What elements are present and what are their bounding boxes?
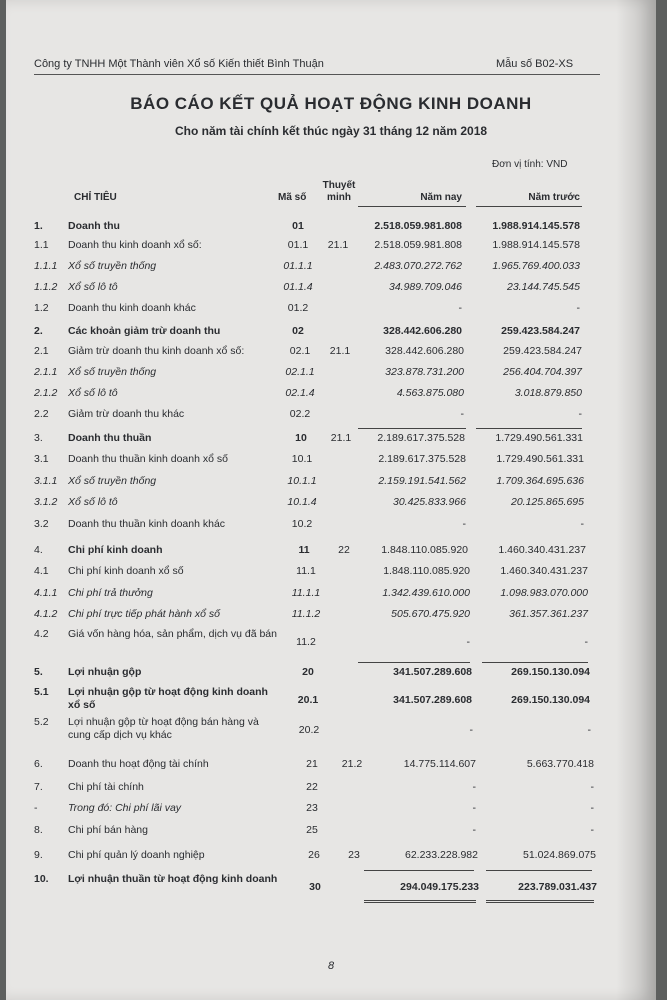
row-number: 2. [34, 325, 43, 337]
total-double-line-current [364, 900, 476, 903]
row-code: 11.2 [296, 636, 316, 648]
row-number: 3.1.1 [34, 475, 58, 487]
row-previous-value: - [590, 824, 594, 836]
row-current-value: 2.518.059.981.808 [374, 239, 462, 251]
row-current-value: 1.848.110.085.920 [383, 565, 470, 577]
row-label: Doanh thu hoạt động tài chính [68, 758, 209, 770]
row-label: Lợi nhuận gộp [68, 666, 142, 678]
row-current-value: 2.518.059.981.808 [374, 220, 462, 232]
header-divider [34, 74, 600, 75]
row-label: Chi phí tài chính [68, 781, 144, 793]
row-current-value: 328.442.606.280 [383, 325, 462, 337]
row-current-value: 1.342.439.610.000 [382, 587, 470, 599]
row-previous-value: - [587, 724, 591, 736]
row-code: 11.1.1 [291, 587, 321, 599]
row-current-value: - [472, 824, 476, 836]
row-label: Các khoản giảm trừ doanh thu [68, 325, 221, 337]
row-code: 01.1.1 [283, 260, 313, 272]
column-underline-previous [476, 206, 582, 207]
row-previous-value: 1.729.490.561.331 [496, 453, 584, 465]
row-number: 5.2 [34, 716, 49, 728]
row-number: 3. [34, 432, 43, 444]
row-label: Doanh thu [68, 220, 120, 232]
row-number: 5. [34, 666, 43, 678]
report-title: BÁO CÁO KẾT QUẢ HOẠT ĐỘNG KINH DOANH [130, 94, 532, 113]
row-previous-value: 269.150.130.094 [511, 694, 590, 706]
row-number: 3.1.2 [34, 496, 58, 508]
row-number: 4. [34, 544, 43, 556]
row-code: 30 [309, 881, 321, 893]
row-previous-value: 1.729.490.561.331 [495, 432, 583, 444]
row-current-value: 341.507.289.608 [393, 694, 472, 706]
row-code: 11.1.2 [291, 608, 321, 620]
row-current-value: 62.233.228.982 [405, 849, 478, 861]
row-label: Doanh thu kinh doanh khác [68, 302, 196, 314]
row-label: Doanh thu thuần [68, 432, 152, 444]
currency-unit: Đơn vị tính: VND [492, 159, 568, 170]
row-label: Xổ số truyền thống [68, 475, 157, 487]
row-current-value: 341.507.289.608 [393, 666, 472, 678]
row-code: 22 [306, 781, 318, 793]
row-label: Xổ số lô tô [68, 281, 118, 293]
row-current-value: - [462, 518, 466, 530]
row-label: Chi phí quản lý doanh nghiệp [68, 849, 205, 861]
row-number: 7. [34, 781, 43, 793]
row-number: 5.1 [34, 686, 49, 698]
row-number: 1.1.2 [34, 281, 58, 293]
row-number: 6. [34, 758, 43, 770]
row-current-value: 2.483.070.272.762 [374, 260, 462, 272]
row-previous-value: 3.018.879.850 [514, 387, 582, 399]
row-code: 20.2 [298, 724, 320, 736]
row-current-value: 2.189.617.375.528 [377, 432, 465, 444]
row-number: 2.1.1 [34, 366, 58, 378]
column-header-previous: Năm trước [528, 192, 580, 203]
row-previous-value: 20.125.865.695 [511, 496, 584, 508]
row-previous-value: 1.098.983.070.000 [500, 587, 588, 599]
row-current-value: 323.878.731.200 [385, 366, 464, 378]
row-previous-value: 5.663.770.418 [526, 758, 594, 770]
row-label: Chi phí bán hàng [68, 824, 148, 836]
row-previous-value: 1.988.914.145.578 [492, 220, 580, 232]
row-number: 2.1 [34, 345, 49, 357]
row-previous-value: - [590, 802, 594, 814]
row-number: 4.1.2 [34, 608, 58, 620]
report-subtitle: Cho năm tài chính kết thúc ngày 31 tháng 12 năm 2018 [174, 124, 488, 138]
row-previous-value: 1.709.364.695.636 [496, 475, 584, 487]
form-code: Mẫu số B02-XS [496, 58, 574, 70]
company-name: Công ty TNHH Một Thành viên Xổ số Kiến thiết Bình Thuận [34, 58, 324, 70]
row-previous-value: - [576, 302, 580, 314]
row-current-value: 294.049.175.233 [400, 881, 479, 893]
subtotal-line-previous-3 [486, 870, 592, 871]
row-code: 01.1.4 [283, 281, 313, 293]
row-number: - [34, 802, 38, 814]
row-label: Lợi nhuận gộp từ hoạt động kinh doanh xổ số [68, 686, 268, 711]
row-note: 22 [338, 544, 350, 556]
row-label: Lợi nhuận gộp từ hoạt động bán hàng và cung cấp dịch vụ khác [68, 716, 259, 741]
subtotal-line-previous-1 [476, 428, 582, 429]
row-number: 1.2 [34, 302, 49, 314]
document-page [6, 0, 656, 1000]
row-note: 23 [348, 849, 360, 861]
row-code: 01.2 [287, 302, 309, 314]
row-previous-value: 1.965.769.400.033 [492, 260, 580, 272]
row-current-value: 2.159.191.541.562 [378, 475, 466, 487]
row-previous-value: 1.460.340.431.237 [498, 544, 586, 556]
row-number: 3.2 [34, 518, 49, 530]
row-number: 4.2 [34, 628, 49, 640]
row-previous-value: - [578, 408, 582, 420]
row-code: 02.1 [289, 345, 311, 357]
row-previous-value: 1.460.340.431.237 [500, 565, 588, 577]
row-number: 9. [34, 849, 43, 861]
row-current-value: 34.989.709.046 [389, 281, 462, 293]
row-current-value: 30.425.833.966 [393, 496, 466, 508]
row-label: Lợi nhuận thuần từ hoạt động kinh doanh [68, 873, 278, 885]
row-number: 1.1 [34, 239, 49, 251]
row-previous-value: 259.423.584.247 [501, 325, 580, 337]
row-current-value: - [469, 724, 473, 736]
row-code: 23 [306, 802, 318, 814]
row-label: Giá vốn hàng hóa, sản phẩm, dịch vụ đã bán [68, 628, 277, 640]
row-previous-value: 256.404.704.397 [503, 366, 582, 378]
subtotal-line-current-1 [358, 428, 466, 429]
row-code: 10.1.1 [287, 475, 317, 487]
row-current-value: 2.189.617.375.528 [378, 453, 466, 465]
row-label: Giảm trừ doanh thu kinh doanh xổ số: [68, 345, 245, 357]
column-header-note-line2: minh [327, 192, 351, 203]
row-label: Doanh thu thuần kinh doanh khác [68, 518, 226, 530]
row-current-value: - [458, 302, 462, 314]
column-header-note-line1: Thuyết [322, 180, 356, 191]
column-header-current: Năm nay [420, 192, 462, 203]
row-label: Giảm trừ doanh thu khác [68, 408, 185, 420]
row-current-value: - [460, 408, 464, 420]
row-label: Doanh thu kinh doanh xổ số: [68, 239, 202, 251]
row-code: 21 [306, 758, 318, 770]
row-code: 11.1 [296, 565, 316, 577]
row-note: 21.1 [327, 239, 349, 251]
row-code: 20.1 [297, 694, 319, 706]
row-previous-value: 23.144.745.545 [507, 281, 580, 293]
subtotal-line-previous-2 [482, 662, 588, 663]
row-number: 4.1.1 [34, 587, 58, 599]
row-previous-value: - [584, 636, 588, 648]
row-code: 02 [292, 325, 304, 337]
row-number: 1. [34, 220, 43, 232]
row-code: 02.1.4 [285, 387, 315, 399]
row-previous-value: - [580, 518, 584, 530]
row-code: 02.2 [289, 408, 311, 420]
row-previous-value: 223.789.031.437 [518, 881, 597, 893]
row-label: Xổ số truyền thống [68, 366, 157, 378]
row-label: Xổ số lô tô [68, 387, 118, 399]
row-current-value: 4.563.875.080 [396, 387, 464, 399]
row-label: Xổ số truyền thống [68, 260, 157, 272]
row-label: Doanh thu thuần kinh doanh xổ số [68, 453, 228, 465]
row-code: 25 [306, 824, 318, 836]
row-code: 10.2 [291, 518, 313, 530]
row-code: 11 [298, 544, 310, 556]
column-underline-current [358, 206, 466, 207]
row-code: 10.1.4 [287, 496, 317, 508]
subtotal-line-current-2 [358, 662, 470, 663]
page-number: 8 [327, 960, 335, 972]
row-previous-value: 259.423.584.247 [503, 345, 582, 357]
row-note: 21.1 [329, 345, 351, 357]
row-label: Chi phí kinh doanh xổ số [68, 565, 184, 577]
row-code: 20 [302, 666, 314, 678]
row-current-value: 1.848.110.085.920 [381, 544, 468, 556]
row-label: Xổ số lô tô [68, 496, 118, 508]
column-header-item: CHỈ TIÊU [74, 192, 117, 203]
row-previous-value: 1.988.914.145.578 [492, 239, 580, 251]
row-current-value: 328.442.606.280 [385, 345, 464, 357]
row-note: 21.2 [341, 758, 363, 770]
row-label: Chi phí trả thưởng [68, 587, 153, 599]
subtotal-line-current-3 [364, 870, 474, 871]
row-code: 01.1 [287, 239, 309, 251]
row-label: Chi phí trực tiếp phát hành xổ số [68, 608, 220, 620]
row-current-value: 505.670.475.920 [391, 608, 470, 620]
row-number: 3.1 [34, 453, 49, 465]
row-note: 21.1 [330, 432, 352, 444]
row-number: 2.1.2 [34, 387, 58, 399]
row-code: 10.1 [291, 453, 313, 465]
row-previous-value: 51.024.869.075 [523, 849, 596, 861]
row-code: 02.1.1 [285, 366, 315, 378]
row-current-value: - [472, 802, 476, 814]
row-current-value: 14.775.114.607 [403, 758, 476, 770]
row-previous-value: 269.150.130.094 [511, 666, 590, 678]
row-code: 26 [308, 849, 320, 861]
row-code: 01 [292, 220, 304, 232]
row-number: 1.1.1 [34, 260, 58, 272]
row-label: Chi phí kinh doanh [68, 544, 163, 556]
row-label: Trong đó: Chi phí lãi vay [68, 802, 182, 814]
total-double-line-previous [486, 900, 594, 903]
row-number: 10. [34, 873, 49, 885]
column-header-code: Mã số [278, 192, 307, 203]
row-number: 8. [34, 824, 43, 836]
row-number: 2.2 [34, 408, 49, 420]
row-previous-value: 361.357.361.237 [509, 608, 588, 620]
row-previous-value: - [590, 781, 594, 793]
row-code: 10 [295, 432, 307, 444]
page-shadow [616, 0, 656, 1000]
row-number: 4.1 [34, 565, 49, 577]
row-current-value: - [466, 636, 470, 648]
row-current-value: - [472, 781, 476, 793]
